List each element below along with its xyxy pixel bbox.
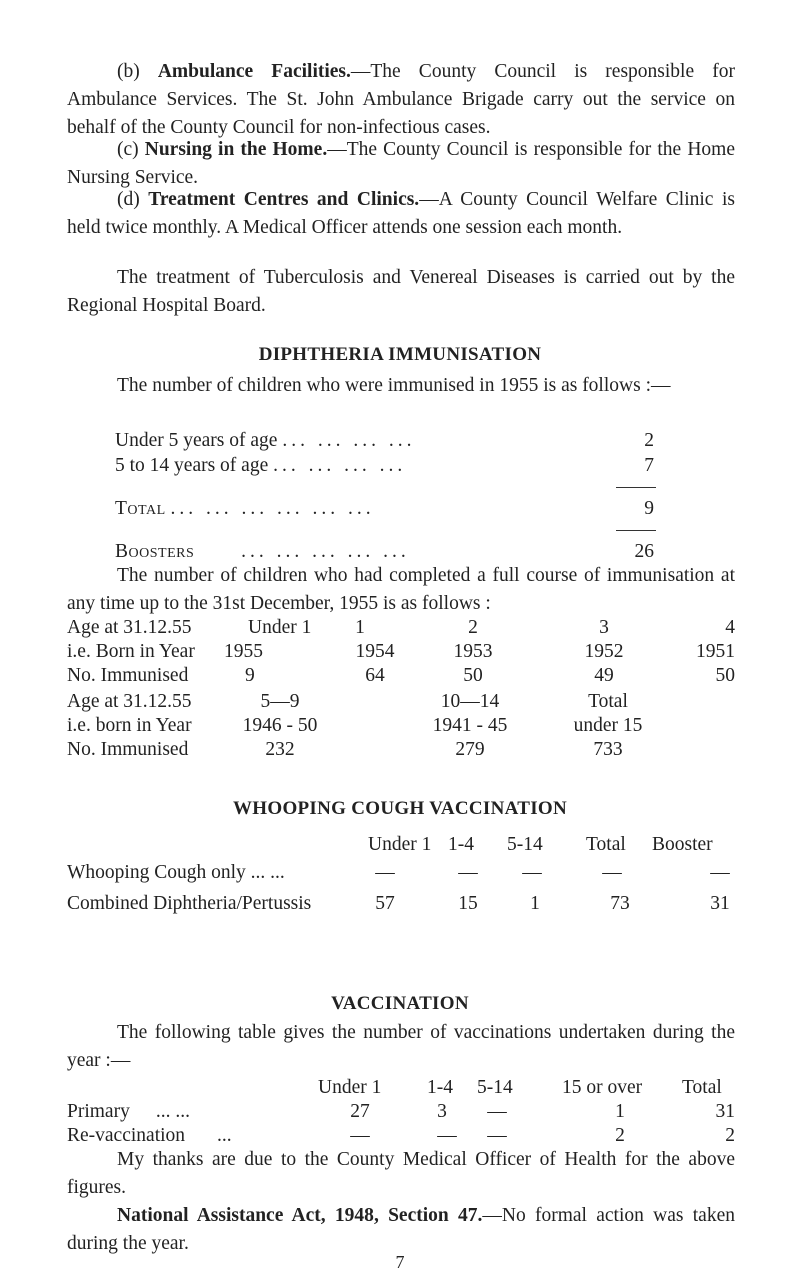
total-rule-bottom [616,530,656,531]
tb-vd-text: The treatment of Tuberculosis and Venereal Diseases is carried out by the Regional Hospital Board. [67,267,735,316]
vaccination-header-1: 1-4 [427,1077,453,1098]
diphtheria-row-boosters: Boosters ... ... ... ... ... [115,541,410,562]
whooping-row-combined-4: 31 [710,893,730,914]
whooping-header-4: Booster [652,834,713,855]
whooping-row-only-2: — [522,862,542,883]
thanks-paragraph: My thanks are due to the County Medical Officer of Health for the above figures. [67,1149,735,1198]
table1-immunised-label: No. Immunised [67,665,189,686]
diphtheria-value-boosters: 26 [634,541,654,562]
treatment-heading: Treatment Centres and Clinics. [148,189,420,210]
vaccination-row-revacc-1: — [437,1125,457,1146]
table1-age-label: Age at 31.12.55 [67,617,192,638]
whooping-row-combined-label: Combined Diphtheria/Pertussis [67,893,312,914]
table2-age-label: Age at 31.12.55 [67,691,192,712]
table1-age-2: 2 [468,617,478,638]
table1-count-4: 50 [715,665,735,686]
table2-age-2: Total [588,691,628,712]
table1-age-4: 4 [725,617,735,638]
table1-count-3: 49 [594,665,614,686]
diphtheria-value-under5: 2 [644,430,654,451]
table2-count-0: 232 [265,739,295,760]
vaccination-row-primary-3: 1 [615,1101,625,1122]
table2-age-1: 10—14 [440,691,500,712]
table2-born-label: i.e. born in Year [67,715,192,736]
table2-year-1: 1941 - 45 [432,715,508,736]
whooping-row-only-4: — [710,862,730,883]
ambulance-text: —The County Council is responsible for Ambulance Services. The St. John Ambulance Brigade carry out the service on behalf of the County Council for non-infectious cases. [67,61,735,138]
vaccination-row-primary-0: 27 [350,1101,370,1122]
vaccination-title: VACCINATION [331,993,469,1014]
table2-count-2: 733 [593,739,623,760]
treatment-label: (d) [117,189,149,210]
table1-age-0: Under 1 [248,617,312,638]
vaccination-row-revacc-3: 2 [615,1125,625,1146]
table1-year-0: 1955 [224,641,263,662]
whooping-header-3: Total [586,834,626,855]
vaccination-row-revacc-0: — [350,1125,370,1146]
whooping-row-only-3: — [602,862,622,883]
diphtheria-title: DIPHTHERIA IMMUNISATION [258,344,542,365]
table1-count-2: 50 [463,665,483,686]
diphtheria-value-total: 9 [644,498,654,519]
nursing-heading: Nursing in the Home. [144,139,328,160]
table2-year-0: 1946 - 50 [242,715,318,736]
ambulance-label: (b) [117,61,158,82]
diphtheria-row-under5: Under 5 years of age ... ... ... ... [115,430,416,451]
whooping-header-1: 1-4 [448,834,474,855]
completed-intro: The number of children who had completed a full course of immunisation at any time up to the 31st December, 1955 is as follows : [67,565,735,614]
national-assistance-heading: National Assistance Act, 1948, Section 47. [117,1205,483,1226]
table2-count-1: 279 [455,739,485,760]
treatment-text: —A County Council Welfare Clinic is held twice monthly. A Medical Officer attends one session each month. [67,189,735,238]
table1-year-4: 1951 [696,641,735,662]
vaccination-row-revacc-2: — [487,1125,507,1146]
whooping-header-2: 5-14 [507,834,543,855]
whooping-row-combined-3: 73 [610,893,630,914]
table1-year-2: 1953 [453,641,493,662]
vaccination-header-2: 5-14 [477,1077,513,1098]
treatment-paragraph [67,186,735,242]
table1-year-3: 1952 [584,641,624,662]
diphtheria-intro: The number of children who were immunised in 1955 is as follows :— [117,375,671,396]
vaccination-row-primary-label: Primary ... ... [67,1101,190,1122]
diphtheria-value-5to14: 7 [644,455,654,476]
ambulance-heading: Ambulance Facilities. [157,61,351,82]
total-rule-top [616,487,656,488]
vaccination-header-3: 15 or over [562,1077,643,1098]
vaccination-row-primary-4: 31 [715,1101,735,1122]
ambulance-paragraph [67,58,735,142]
vaccination-row-revacc-4: 2 [725,1125,735,1146]
vaccination-row-primary-1: 3 [437,1101,447,1122]
vaccination-header-0: Under 1 [318,1077,382,1098]
vaccination-intro: The following table gives the number of vaccinations undertaken during the year :— [67,1022,735,1071]
national-assistance-text: —No formal action was taken during the year. [67,1205,735,1254]
whooping-row-only-0: — [375,862,395,883]
table2-immunised-label: No. Immunised [67,739,189,760]
national-assistance-paragraph [67,1202,735,1258]
table1-age-3: 3 [599,617,609,638]
table1-count-0: 9 [245,665,255,686]
nursing-text: —The County Council is responsible for the Home Nursing Service. [67,139,735,188]
tb-vd-paragraph [67,264,735,320]
diphtheria-row-5to14: 5 to 14 years of age ... ... ... ... [115,455,407,476]
vaccination-row-primary-2: — [487,1101,507,1122]
whooping-title: WHOOPING COUGH VACCINATION [232,798,567,819]
whooping-row-combined-2: 1 [530,893,540,914]
table1-count-1: 64 [365,665,385,686]
vaccination-row-revacc-label: Re-vaccination ... [67,1125,232,1146]
diphtheria-row-total: Total ... ... ... ... ... ... [115,498,375,519]
table1-age-1: 1 [355,617,365,638]
page-number: 7 [395,1252,405,1272]
table2-age-0: 5—9 [260,691,300,712]
vaccination-header-4: Total [682,1077,722,1098]
nursing-label: (c) [117,139,145,160]
whooping-row-combined-0: 57 [375,893,395,914]
table1-born-label: i.e. Born in Year [67,641,195,662]
whooping-row-combined-1: 15 [458,893,478,914]
table1-year-1: 1954 [355,641,395,662]
whooping-header-0: Under 1 [368,834,432,855]
nursing-paragraph [67,136,735,192]
whooping-row-only-1: — [458,862,478,883]
table2-year-2: under 15 [573,715,643,736]
whooping-row-only-label: Whooping Cough only ... ... [67,862,285,883]
